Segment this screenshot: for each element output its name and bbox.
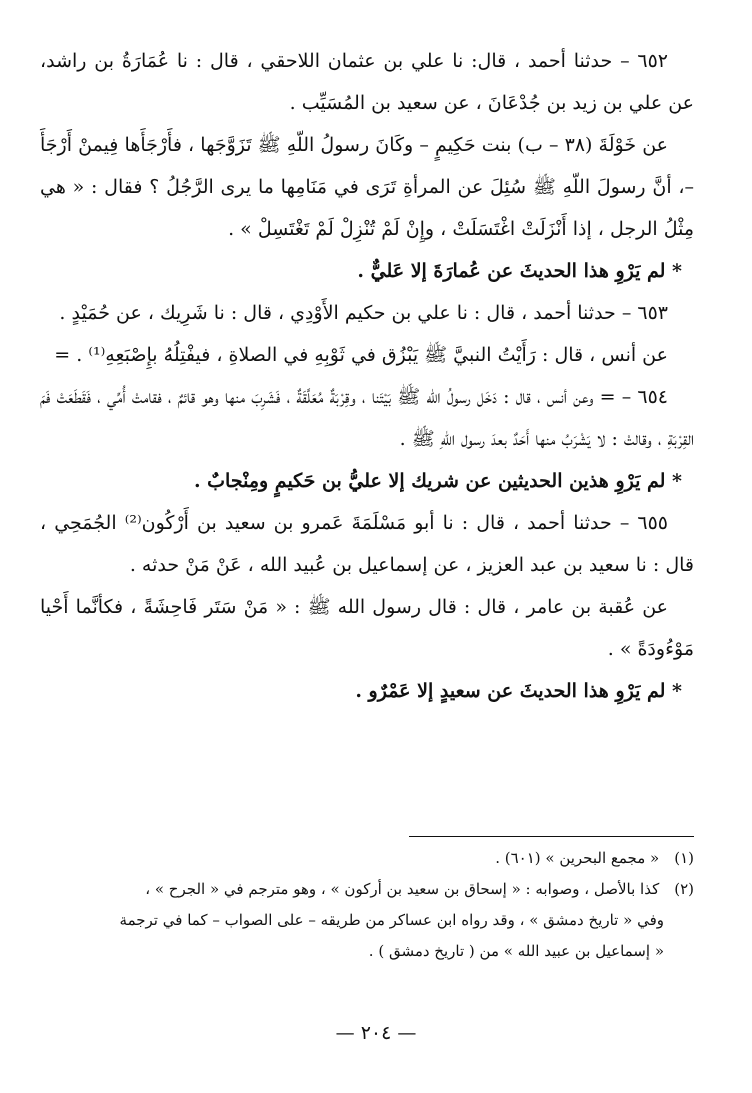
- hadith-653-line: بإِصْبَعِهِ⁽¹⁾ . =: [54, 344, 158, 366]
- footnote-text: « إسماعيل بن عبيد الله » من ( تاريخ دمشق ) .: [368, 942, 664, 960]
- main-text: [40, 40, 694, 712]
- hadith-652-line: فِيمنْ أَرْجَأَ –، أنَّ رسولَ اللّهِ ﷺ سُئِلَ عن المرأةِ تَرَى في مَنَامِها ما يرى الرَّجُلُ ؟: [40, 134, 694, 198]
- page-number: — ٢٠٤ —: [335, 1022, 417, 1044]
- hadith-652-line: فقال : « هي مِثْلُ الرجل ، إذا أَنْزَلَتْ اغْتَسَلَتْ ، وإِنْ لَمْ تُنْزِلْ لَمْ تَغْتَسِلْ » .: [40, 176, 694, 240]
- hadith-655-line: عن عُقبة بن عامر ، قال : قال رسول الله ﷺ : « مَنْ سَتَر فَاحِشَةً ، فكأنَّما: [75, 596, 669, 618]
- footnote-divider: [409, 836, 694, 837]
- hadith-654-line: ٦٥٤ – = وعن أنس ، قال : دَخَل رسولُ الله ﷺ بَيْتَنا ، وقِرْبَةٌ مُعَلَّقَةٌ ، فَشَرِبَ: [251, 386, 669, 408]
- hadith-654-note: * لم يَرْوِ هذين الحديثين عن شريك إلا عليُّ بن حَكيمٍ ومِنْجابٌ .: [193, 470, 682, 492]
- hadith-653-line: عن أنس ، قال : رَأَيْتُ النبيَّ ﷺ يَبْزُق في ثَوْبِهِ في الصلاةِ ، فيفْتِلُهُ: [163, 344, 668, 366]
- hadith-654-line: منها وهو قائمٌ ، فقامتْ أُمِّي ، فَقَطَعَتْ فَمَ القِرْبَةِ ، وقالتْ : لا يَشْرَبُ منها أَحَدٌ بعدَ: [40, 386, 694, 450]
- hadith-655-matn: [40, 586, 694, 670]
- hadith-652-line: عن علي بن زيد بن جُدْعَانَ ، عن سعيد بن المُسَيِّب .: [289, 92, 694, 114]
- hadith-655-line: أَحْيا مَوْءُودَةً » .: [40, 596, 694, 660]
- footnote-text: « مجمع البحرين » (٦٠١) .: [495, 849, 660, 867]
- footnote-text: وفي « تاريخ دمشق » ، وقد رواه ابن عساكر من طريقه – على الصواب – كما في ترجمة: [119, 911, 664, 929]
- hadith-655-line: ٦٥٥ – حدثنا أحمد ، قال : نا أبو مَسْلَمَةَ عَمرو بن سعيد بن أَرْكُون⁽²⁾: [124, 512, 669, 534]
- hadith-652-isnad: [40, 40, 694, 124]
- hadith-654: [40, 376, 694, 502]
- hadith-652: [40, 40, 694, 292]
- hadith-655-isnad: [40, 502, 694, 586]
- hadith-655: [40, 502, 694, 712]
- footnote-number: (١): [674, 849, 694, 867]
- hadith-653-line: ٦٥٣ – حدثنا أحمد ، قال : نا علي بن حكيم الأَوْدِي ، قال : نا شَرِيك ، عن: [115, 302, 668, 324]
- hadith-655-note: * لم يَرْوِ هذا الحديثَ عن سعيدٍ إلا عَمْرٌو .: [355, 680, 682, 702]
- footnote-number: (٢): [674, 880, 694, 898]
- footnote-1: [40, 843, 694, 874]
- footnote-2: [40, 874, 694, 905]
- hadith-652-note: * لم يَرْوِ هذا الحديثَ عن عُمارَةَ إلا عَليٌّ .: [357, 260, 682, 282]
- hadith-652-matn: [40, 124, 694, 250]
- footnote-text: كذا بالأصل ، وصوابه : « إسحاق بن سعيد بن أركون » ، وهو مترجم في « الجرح » ،: [145, 880, 660, 898]
- footnotes: [40, 836, 694, 967]
- hadith-652-line: عن خَوْلَةَ (٣٨ – ب) بنت حَكِيمٍ – وكَانَ رسولُ اللّهِ ﷺ تَزَوَّجَها ، فأَرْجَأَها: [124, 134, 669, 156]
- hadith-653-line: حُمَيْدٍ .: [59, 302, 110, 324]
- hadith-652-line: ٦٥٢ – حدثنا أحمد ، قال: نا علي بن عثمان اللاحقي ، قال : نا عُمَارَةُ بن راشد،: [40, 50, 668, 72]
- hadith-654-text: [40, 376, 694, 460]
- hadith-655-line: الجُمَحِي ، قال : نا سعيد بن عبد العزيز ، عن إسماعيل بن عُبيد الله ، عَنْ مَنْ حدثه .: [40, 512, 694, 576]
- hadith-654-line: رسول اللّهِ ﷺ .: [399, 428, 485, 450]
- hadith-653-isnad: [40, 292, 694, 334]
- hadith-653: [40, 292, 694, 376]
- hadith-653-matn: [40, 334, 694, 376]
